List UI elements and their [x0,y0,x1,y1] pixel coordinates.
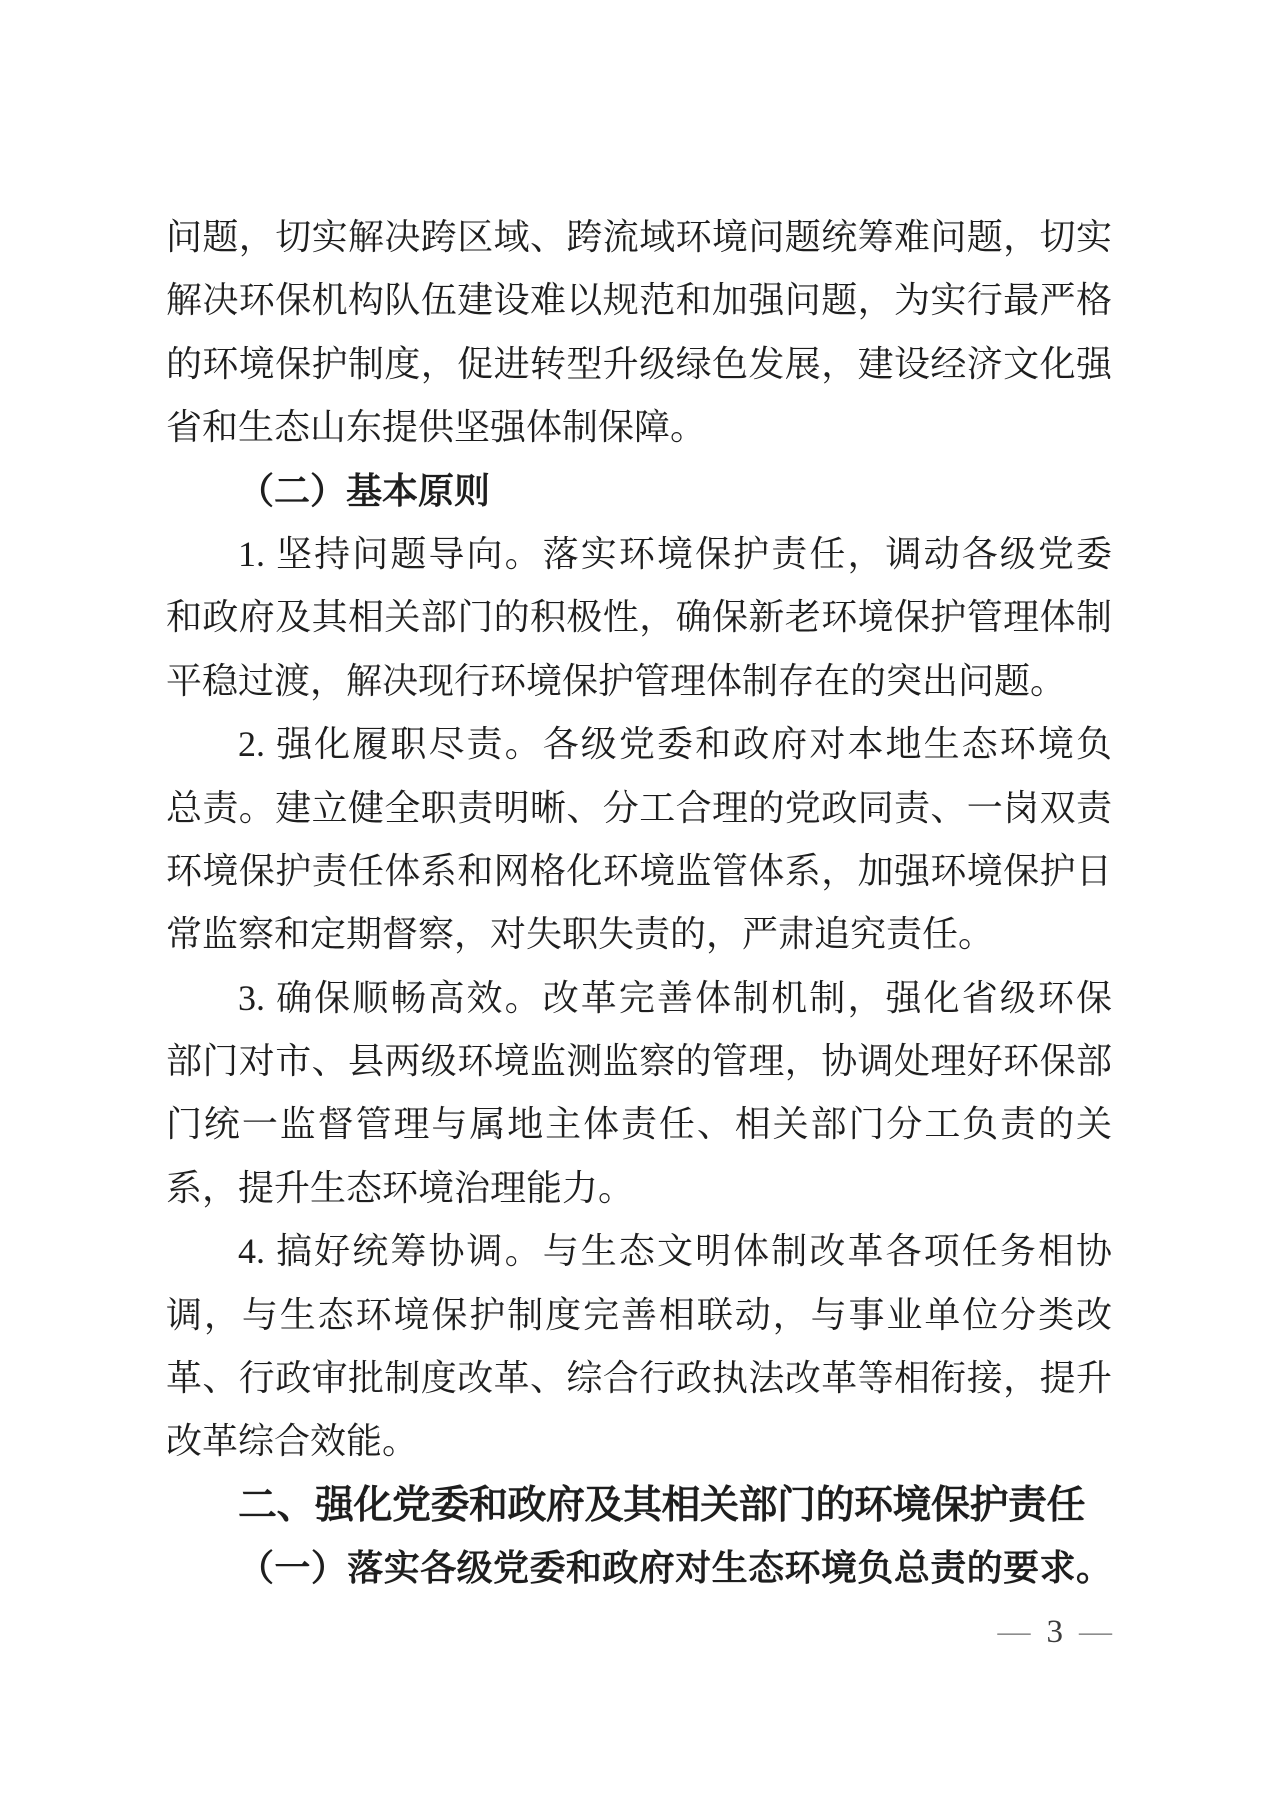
body-text-line: 环境保护责任体系和网格化环境监管体系，加强环境保护日 [166,850,1112,891]
document-body [166,206,1112,1601]
page-number: 3 [1046,1614,1063,1650]
body-text-line: 4. 搞好统筹协调。与生态文明体制改革各项任务相协 [238,1231,1112,1272]
footer-right-dash: — [1079,1614,1112,1650]
body-text-line: 改革综合效能。 [166,1421,419,1462]
section-heading-line: 二、强化党委和政府及其相关部门的环境保护责任 [238,1483,1086,1527]
page-footer [998,1610,1113,1654]
body-text-line: 调，与生态环境保护制度完善相联动，与事业单位分类改 [166,1294,1112,1335]
body-text-line: 平稳过渡，解决现行环境保护管理体制存在的突出问题。 [166,660,1067,701]
body-text-line: 门统一监督管理与属地主体责任、相关部门分工负责的关 [166,1104,1112,1145]
body-text-line: 和政府及其相关部门的积极性，确保新老环境保护管理体制 [166,597,1112,638]
body-text-line: 问题，切实解决跨区域、跨流域环境问题统筹难问题，切实 [166,217,1112,257]
body-text-line: 解决环保机构队伍建设难以规范和加强问题，为实行最严格 [166,280,1112,321]
body-text-line: 2. 强化履职尽责。各级党委和政府对本地生态环境负 [238,724,1112,765]
body-text-line: 3. 确保顺畅高效。改革完善体制机制，强化省级环保 [238,977,1112,1018]
body-text-line: 革、行政审批制度改革、综合行政执法改革等相衔接，提升 [166,1358,1112,1399]
body-text-line: 部门对市、县两级环境监测监察的管理，协调处理好环保部 [166,1041,1112,1082]
body-text-line: 省和生态山东提供坚强体制保障。 [166,407,707,448]
subheading-line: （二）基本原则 [238,470,491,511]
clause-heading-line: （一）落实各级党委和政府对生态环境负总责的要求。 [238,1548,1112,1589]
footer-left-dash: — [997,1614,1031,1650]
body-text-line: 总责。建立健全职责明晰、分工合理的党政同责、一岗双责 [166,787,1112,828]
body-text-line: 1. 坚持问题导向。落实环境保护责任，调动各级党委 [238,533,1112,574]
body-text-line: 的环境保护制度，促进转型升级绿色发展，建设经济文化强 [166,343,1112,384]
body-text-line: 常监察和定期督察，对失职失责的，严肃追究责任。 [166,914,995,955]
body-text-line: 系，提升生态环境治理能力。 [166,1167,635,1208]
